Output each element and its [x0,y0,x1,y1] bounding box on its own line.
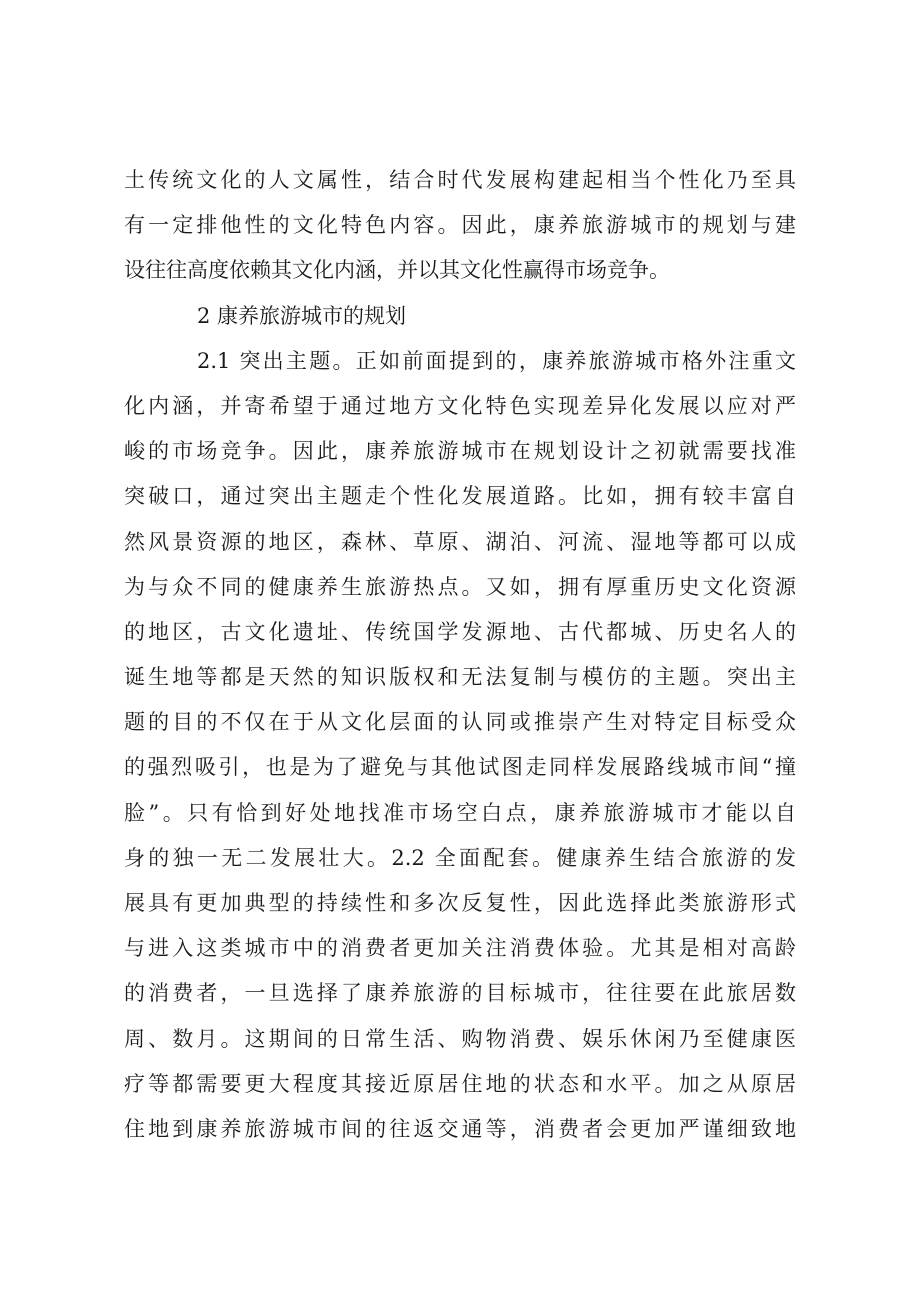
body-text [124,158,796,1152]
text-line: 的地区，古文化遗址、传统国学发源地、古代都城、历史名人的 [124,619,796,644]
text-line: 然风景资源的地区，森林、草原、湖泊、河流、湿地等都可以成 [124,529,796,554]
text-line: 身的独一无二发展壮大。2.2 全面配套。健康养生结合旅游的发 [124,845,796,870]
text-line: 题的目的不仅在于从文化层面的认同或推崇产生对特定目标受众 [124,710,796,735]
text-line: 的强烈吸引，也是为了避免与其他试图走同样发展路线城市间“撞 [124,755,796,780]
text-line: 2.1 突出主题。正如前面提到的，康养旅游城市格外注重文 [197,348,796,373]
text-line: 突破口，通过突出主题走个性化发展道路。比如，拥有较丰富自 [124,484,796,509]
text-line: 与进入这类城市中的消费者更加关注消费体验。尤其是相对高龄 [124,936,796,961]
text-line: 周、数月。这期间的日常生活、购物消费、娱乐休闲乃至健康医 [124,1026,796,1051]
text-line: 脸”。只有恰到好处地找准市场空白点，康养旅游城市才能以自 [124,800,796,825]
section-heading: 2 康养旅游城市的规划 [197,303,407,328]
text-line: 疗等都需要更大程度其接近原居住地的状态和水平。加之从原居 [124,1071,796,1096]
text-line: 有一定排他性的文化特色内容。因此，康养旅游城市的规划与建 [124,213,796,238]
text-line: 的消费者，一旦选择了康养旅游的目标城市，往往要在此旅居数 [124,981,796,1006]
text-line: 为与众不同的健康养生旅游热点。又如，拥有厚重历史文化资源 [124,574,796,599]
text-line: 展具有更加典型的持续性和多次反复性，因此选择此类旅游形式 [124,891,796,915]
text-line: 土传统文化的人文属性，结合时代发展构建起相当个性化乃至具 [124,168,796,192]
text-line: 住地到康养旅游城市间的往返交通等，消费者会更加严谨细致地 [124,1116,796,1141]
text-line: 诞生地等都是天然的知识版权和无法复制与模仿的主题。突出主 [124,665,796,690]
text-line: 峻的市场竞争。因此，康养旅游城市在规划设计之初就需要找准 [124,439,796,464]
text-line: 设往往高度依赖其文化内涵，并以其文化性赢得市场竞争。 [124,258,670,283]
text-line: 化内涵，并寄希望于通过地方文化特色实现差异化发展以应对严 [124,393,796,418]
